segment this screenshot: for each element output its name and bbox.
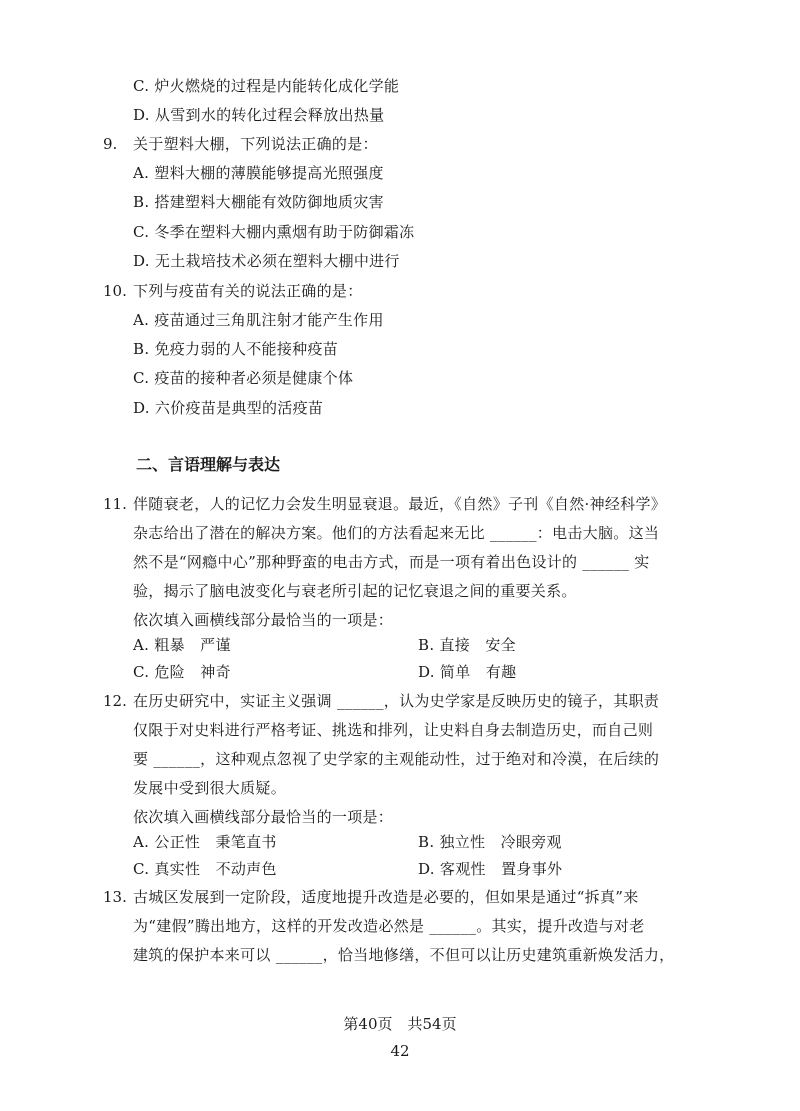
q9-stem: 关于塑料大棚，下列说法正确的是： — [133, 135, 378, 153]
q11-option-c: C. 危险 神奇 — [133, 663, 231, 681]
q11-prompt: 依次填入画横线部分最恰当的一项是： — [133, 611, 394, 629]
q12-option-d: D. 客观性 置身事外 — [418, 860, 563, 878]
q10-option-a: A. 疫苗通过三角肌注射才能产生作用 — [133, 311, 384, 329]
q11-line-1: 伴随衰老，人的记忆力会发生明显衰退。最近，《自然》子刊《自然·神经科学》 — [133, 495, 667, 513]
q13-number: 13. — [103, 888, 127, 906]
q8-option-c: C. 炉火燃烧的过程是内能转化成化学能 — [133, 77, 400, 95]
q11-option-d: D. 简单 有趣 — [418, 663, 517, 681]
q11-line-3: 然不是“网瘾中心”那种野蛮的电击方式，而是一项有着出色设计的 ______ 实 — [133, 553, 650, 571]
q13-line-1: 古城区发展到一定阶段，适度地提升改造是必要的，但如果是通过“拆真”来 — [133, 888, 639, 906]
q9-number: 9. — [103, 135, 118, 153]
q11-option-b: B. 直接 安全 — [418, 636, 516, 654]
page-number: 42 — [390, 1042, 410, 1060]
q10-number: 10. — [103, 282, 127, 300]
q11-line-2: 杂志给出了潜在的解决方案。他们的方法看起来无比 ______：电击大脑。这当 — [133, 524, 660, 542]
q11-line-4: 验，揭示了脑电波变化与衰老所引起的记忆衰退之间的重要关系。 — [133, 582, 577, 600]
q9-option-b: B. 搭建塑料大棚能有效防御地质灾害 — [133, 193, 384, 211]
q9-option-d: D. 无土栽培技术必须在塑料大棚中进行 — [133, 252, 400, 270]
q12-line-4: 发展中受到很大质疑。 — [133, 779, 287, 797]
q12-prompt: 依次填入画横线部分最恰当的一项是： — [133, 808, 394, 826]
page-info: 第40页 共54页 — [343, 1015, 457, 1033]
q12-option-b: B. 独立性 冷眼旁观 — [418, 833, 562, 851]
q12-option-a: A. 公正性 秉笔直书 — [133, 833, 277, 851]
q13-line-3: 建筑的保护本来可以 ______，恰当地修缮，不但可以让历史建筑重新焕发活力， — [133, 946, 675, 964]
q10-stem: 下列与疫苗有关的说法正确的是： — [133, 282, 363, 300]
q11-number: 11. — [103, 495, 127, 513]
section-heading: 二、言语理解与表达 — [136, 455, 281, 474]
q11-option-a: A. 粗暴 严谨 — [133, 636, 231, 654]
q12-line-3: 要 ______，这种观点忽视了史学家的主观能动性，过于绝对和冷漠，在后续的 — [133, 750, 660, 768]
q9-option-a: A. 塑料大棚的薄膜能够提高光照强度 — [133, 164, 384, 182]
q13-line-2: 为“建假”腾出地方，这样的开发改造必然是 ______。其实，提升改造与对老 — [133, 917, 645, 935]
q12-option-c: C. 真实性 不动声色 — [133, 860, 277, 878]
q10-option-c: C. 疫苗的接种者必须是健康个体 — [133, 369, 354, 387]
q8-option-d: D. 从雪到水的转化过程会释放出热量 — [133, 106, 385, 124]
q12-line-1: 在历史研究中，实证主义强调 ______，认为史学家是反映历史的镜子，其职责 — [133, 692, 660, 710]
q10-option-b: B. 免疫力弱的人不能接种疫苗 — [133, 340, 339, 358]
q12-number: 12. — [103, 692, 127, 710]
q12-line-2: 仅限于对史料进行严格考证、挑选和排列，让史料自身去制造历史，而自己则 — [133, 721, 654, 739]
q9-option-c: C. 冬季在塑料大棚内熏烟有助于防御霜冻 — [133, 223, 415, 241]
q10-option-d: D. 六价疫苗是典型的活疫苗 — [133, 399, 324, 417]
